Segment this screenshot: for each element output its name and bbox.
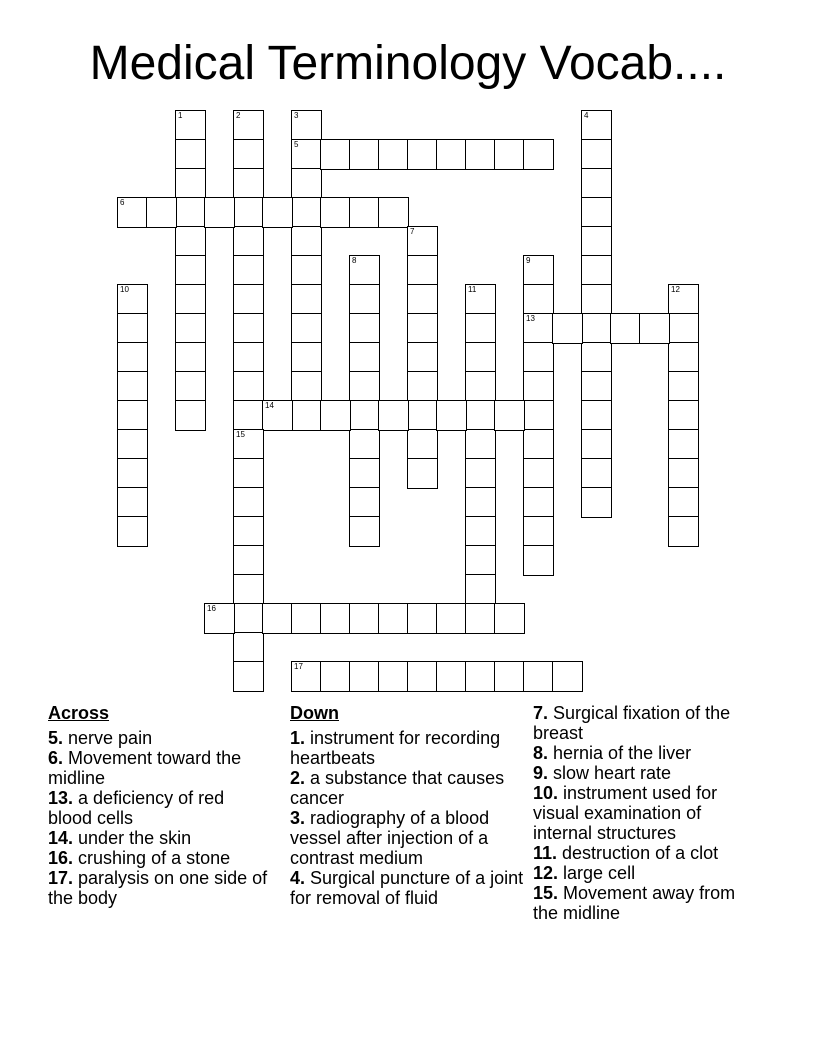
clue-number: 3 — [294, 111, 299, 120]
grid-cell[interactable] — [233, 545, 264, 576]
clue-number: 9 — [526, 256, 531, 265]
clue-item — [290, 868, 525, 908]
grid-cell[interactable] — [523, 661, 554, 692]
grid-cell[interactable] — [349, 139, 380, 170]
clue-item-text: a substance that causes cancer — [290, 768, 505, 808]
clue-item — [533, 763, 763, 783]
clue-item — [533, 703, 763, 743]
clue-item — [48, 748, 273, 788]
clue-item — [48, 788, 273, 828]
grid-cell[interactable] — [175, 226, 206, 257]
grid-cell[interactable] — [233, 400, 264, 431]
grid-cell[interactable] — [581, 226, 612, 257]
grid-cell[interactable] — [465, 371, 496, 402]
grid-cell[interactable] — [233, 603, 264, 634]
grid-cell[interactable] — [407, 139, 438, 170]
grid-cell[interactable] — [523, 458, 554, 489]
grid-cell[interactable] — [465, 661, 496, 692]
grid-cell[interactable] — [436, 661, 467, 692]
clue-number: 1 — [178, 111, 183, 120]
grid-cell[interactable] — [349, 661, 380, 692]
down-list-continued — [533, 703, 763, 923]
grid-cell[interactable] — [668, 284, 699, 315]
grid-cell[interactable] — [349, 429, 380, 460]
grid-cell[interactable] — [465, 458, 496, 489]
clue-item-number: 5. — [48, 728, 64, 748]
grid-cell[interactable] — [378, 139, 409, 170]
grid-cell[interactable] — [233, 371, 264, 402]
grid-cell[interactable] — [262, 400, 293, 431]
grid-cell[interactable] — [668, 429, 699, 460]
grid-cell[interactable] — [436, 400, 467, 431]
clue-item — [533, 783, 763, 843]
clue-item-number: 1. — [290, 728, 306, 748]
grid-cell[interactable] — [407, 458, 438, 489]
grid-cell[interactable] — [233, 255, 264, 286]
grid-cell[interactable] — [233, 516, 264, 547]
grid-cell[interactable] — [465, 545, 496, 576]
grid-cell[interactable] — [581, 255, 612, 286]
grid-cell[interactable] — [117, 284, 148, 315]
grid-cell[interactable] — [117, 197, 148, 228]
grid-cell[interactable] — [523, 487, 554, 518]
grid-cell[interactable] — [204, 197, 235, 228]
grid-cell[interactable] — [407, 429, 438, 460]
grid-cell[interactable] — [465, 429, 496, 460]
grid-cell[interactable] — [117, 429, 148, 460]
down-list — [290, 728, 525, 908]
grid-cell[interactable] — [581, 429, 612, 460]
grid-cell[interactable] — [233, 284, 264, 315]
grid-cell[interactable] — [552, 313, 583, 344]
grid-cell[interactable] — [668, 313, 699, 344]
grid-cell[interactable] — [233, 487, 264, 518]
clue-item — [290, 728, 525, 768]
grid-cell[interactable] — [349, 400, 380, 431]
grid-cell[interactable] — [117, 487, 148, 518]
clue-item-number: 6. — [48, 748, 64, 768]
grid-cell[interactable] — [378, 661, 409, 692]
grid-cell[interactable] — [523, 284, 554, 315]
grid-cell[interactable] — [320, 197, 351, 228]
grid-cell[interactable] — [523, 313, 554, 344]
clue-item-number: 17. — [48, 868, 74, 888]
grid-cell[interactable] — [349, 603, 380, 634]
clue-number: 17 — [294, 662, 303, 671]
grid-cell[interactable] — [175, 313, 206, 344]
grid-cell[interactable] — [668, 516, 699, 547]
grid-cell[interactable] — [291, 168, 322, 199]
clue-item — [533, 863, 763, 883]
grid-cell[interactable] — [465, 139, 496, 170]
grid-cell[interactable] — [465, 487, 496, 518]
clue-number: 15 — [236, 430, 245, 439]
clue-number: 4 — [584, 111, 589, 120]
grid-cell[interactable] — [668, 400, 699, 431]
grid-cell[interactable] — [581, 371, 612, 402]
grid-cell[interactable] — [117, 342, 148, 373]
grid-cell[interactable] — [465, 400, 496, 431]
grid-cell[interactable] — [175, 400, 206, 431]
clue-item-text: Surgical puncture of a joint for removal of fluid — [290, 868, 524, 908]
grid-cell[interactable] — [175, 168, 206, 199]
grid-cell[interactable] — [291, 255, 322, 286]
clue-item — [48, 828, 273, 848]
clue-item-text: nerve pain — [63, 728, 153, 748]
grid-cell[interactable] — [523, 400, 554, 431]
grid-cell[interactable] — [378, 603, 409, 634]
grid-cell[interactable] — [581, 458, 612, 489]
clue-number: 10 — [120, 285, 129, 294]
grid-cell[interactable] — [436, 139, 467, 170]
grid-cell[interactable] — [349, 313, 380, 344]
clue-number: 8 — [352, 256, 357, 265]
grid-cell[interactable] — [349, 487, 380, 518]
grid-cell[interactable] — [523, 139, 554, 170]
clue-item-text: instrument used for visual examination of internal structures — [533, 783, 718, 843]
grid-cell[interactable] — [523, 545, 554, 576]
grid-cell[interactable] — [581, 313, 612, 344]
grid-cell[interactable] — [233, 110, 264, 141]
grid-cell[interactable] — [175, 342, 206, 373]
grid-cell[interactable] — [610, 313, 641, 344]
clue-item-text: hernia of the liver — [548, 743, 692, 763]
clue-item — [290, 768, 525, 808]
grid-cell[interactable] — [465, 313, 496, 344]
grid-cell[interactable] — [523, 255, 554, 286]
grid-cell[interactable] — [581, 400, 612, 431]
grid-cell[interactable] — [117, 458, 148, 489]
grid-cell[interactable] — [349, 284, 380, 315]
across-clues — [48, 702, 273, 908]
grid-cell[interactable] — [291, 197, 322, 228]
clue-item-number: 11. — [533, 843, 558, 863]
grid-cell[interactable] — [668, 371, 699, 402]
clue-number: 5 — [294, 140, 299, 149]
grid-cell[interactable] — [291, 661, 322, 692]
grid-cell[interactable] — [117, 400, 148, 431]
clue-item — [48, 848, 273, 868]
grid-cell[interactable] — [407, 661, 438, 692]
grid-cell[interactable] — [407, 284, 438, 315]
clue-item-text: radiography of a blood vessel after injection of a contrast medium — [290, 808, 490, 868]
clue-item-number: 15. — [533, 883, 559, 903]
clue-item — [533, 843, 763, 863]
grid-cell[interactable] — [233, 139, 264, 170]
grid-cell[interactable] — [291, 226, 322, 257]
grid-cell[interactable] — [407, 255, 438, 286]
grid-cell[interactable] — [233, 342, 264, 373]
grid-cell[interactable] — [494, 661, 525, 692]
clue-item — [48, 868, 273, 908]
clue-number: 16 — [207, 604, 216, 613]
grid-cell[interactable] — [639, 313, 670, 344]
grid-cell[interactable] — [117, 313, 148, 344]
grid-cell[interactable] — [320, 139, 351, 170]
grid-cell[interactable] — [175, 139, 206, 170]
grid-cell[interactable] — [233, 226, 264, 257]
clue-item-number: 10. — [533, 783, 559, 803]
grid-cell[interactable] — [291, 284, 322, 315]
grid-cell[interactable] — [175, 110, 206, 141]
grid-cell[interactable] — [668, 342, 699, 373]
grid-cell[interactable] — [233, 458, 264, 489]
grid-cell[interactable] — [233, 197, 264, 228]
grid-cell[interactable] — [349, 197, 380, 228]
down-heading: Down — [290, 703, 339, 723]
grid-cell[interactable] — [320, 603, 351, 634]
grid-cell[interactable] — [552, 661, 583, 692]
grid-cell[interactable] — [349, 255, 380, 286]
grid-cell[interactable] — [523, 371, 554, 402]
clue-item-text: instrument for recording heartbeats — [290, 728, 501, 768]
grid-cell[interactable] — [407, 313, 438, 344]
grid-cell[interactable] — [581, 284, 612, 315]
clue-item-text: paralysis on one side of the body — [48, 868, 268, 908]
grid-cell[interactable] — [523, 342, 554, 373]
across-list — [48, 728, 273, 908]
grid-cell[interactable] — [146, 197, 177, 228]
grid-cell[interactable] — [233, 661, 264, 692]
grid-cell[interactable] — [581, 342, 612, 373]
grid-cell[interactable] — [407, 400, 438, 431]
grid-cell[interactable] — [117, 371, 148, 402]
grid-cell[interactable] — [465, 603, 496, 634]
grid-cell[interactable] — [407, 371, 438, 402]
clue-item-text: Surgical fixation of the breast — [533, 703, 731, 743]
grid-cell[interactable] — [204, 603, 235, 634]
grid-cell[interactable] — [581, 197, 612, 228]
clue-item-text: large cell — [558, 863, 636, 883]
clue-item — [533, 883, 763, 923]
grid-cell[interactable] — [581, 110, 612, 141]
clue-item-number: 12. — [533, 863, 559, 883]
grid-cell[interactable] — [349, 458, 380, 489]
grid-cell[interactable] — [233, 168, 264, 199]
grid-cell[interactable] — [436, 603, 467, 634]
clue-item — [290, 808, 525, 868]
clue-item-text: destruction of a clot — [557, 843, 719, 863]
grid-cell[interactable] — [117, 516, 148, 547]
clue-item-number: 8. — [533, 743, 549, 763]
clue-item-number: 13. — [48, 788, 74, 808]
clue-item-number: 9. — [533, 763, 549, 783]
grid-cell[interactable] — [668, 458, 699, 489]
clue-number: 6 — [120, 198, 125, 207]
clue-item-text: Movement toward the midline — [48, 748, 242, 788]
grid-cell[interactable] — [465, 574, 496, 605]
clue-number: 7 — [410, 227, 415, 236]
clue-item-text: crushing of a stone — [73, 848, 231, 868]
grid-cell[interactable] — [349, 371, 380, 402]
grid-cell[interactable] — [233, 632, 264, 663]
grid-cell[interactable] — [349, 342, 380, 373]
grid-cell[interactable] — [494, 139, 525, 170]
grid-cell[interactable] — [668, 487, 699, 518]
grid-cell[interactable] — [291, 371, 322, 402]
grid-cell[interactable] — [291, 313, 322, 344]
clue-item-number: 4. — [290, 868, 306, 888]
grid-cell[interactable] — [407, 342, 438, 373]
grid-cell[interactable] — [233, 429, 264, 460]
clue-number: 11 — [468, 285, 477, 294]
grid-cell[interactable] — [233, 574, 264, 605]
grid-cell[interactable] — [175, 284, 206, 315]
grid-cell[interactable] — [262, 603, 293, 634]
grid-cell[interactable] — [175, 255, 206, 286]
grid-cell[interactable] — [407, 603, 438, 634]
grid-cell[interactable] — [378, 197, 409, 228]
grid-cell[interactable] — [320, 661, 351, 692]
grid-cell[interactable] — [465, 284, 496, 315]
down-clues — [290, 702, 525, 908]
clue-number: 14 — [265, 401, 274, 410]
clue-item — [48, 728, 273, 748]
grid-cell[interactable] — [465, 516, 496, 547]
grid-cell[interactable] — [291, 400, 322, 431]
clue-item-number: 3. — [290, 808, 306, 828]
grid-cell[interactable] — [494, 400, 525, 431]
grid-cell[interactable] — [320, 400, 351, 431]
grid-cell[interactable] — [233, 313, 264, 344]
clue-item-number: 2. — [290, 768, 306, 788]
grid-cell[interactable] — [291, 110, 322, 141]
grid-cell[interactable] — [175, 197, 206, 228]
across-heading: Across — [48, 703, 110, 723]
grid-cell[interactable] — [465, 342, 496, 373]
grid-cell[interactable] — [262, 197, 293, 228]
clue-number: 2 — [236, 111, 241, 120]
clue-item-number: 16. — [48, 848, 74, 868]
grid-cell[interactable] — [581, 139, 612, 170]
clue-item-text: Movement away from the midline — [533, 883, 736, 923]
clue-item-number: 7. — [533, 703, 549, 723]
grid-cell[interactable] — [581, 168, 612, 199]
clue-number: 13 — [526, 314, 535, 323]
grid-cell[interactable] — [349, 516, 380, 547]
page-title: Medical Terminology Vocab.... — [89, 37, 727, 90]
grid-cell[interactable] — [291, 139, 322, 170]
grid-cell[interactable] — [175, 371, 206, 402]
grid-cell[interactable] — [581, 487, 612, 518]
grid-cell[interactable] — [523, 516, 554, 547]
clue-item-number: 14. — [48, 828, 74, 848]
grid-cell[interactable] — [523, 429, 554, 460]
clue-number: 12 — [671, 285, 680, 294]
grid-cell[interactable] — [407, 226, 438, 257]
clue-item-text: slow heart rate — [548, 763, 672, 783]
grid-cell[interactable] — [494, 603, 525, 634]
clue-item — [533, 743, 763, 763]
grid-cell[interactable] — [291, 603, 322, 634]
clue-item-text: a deficiency of red blood cells — [48, 788, 225, 828]
grid-cell[interactable] — [378, 400, 409, 431]
down-clues-continued — [533, 703, 763, 923]
grid-cell[interactable] — [291, 342, 322, 373]
clue-item-text: under the skin — [73, 828, 192, 848]
